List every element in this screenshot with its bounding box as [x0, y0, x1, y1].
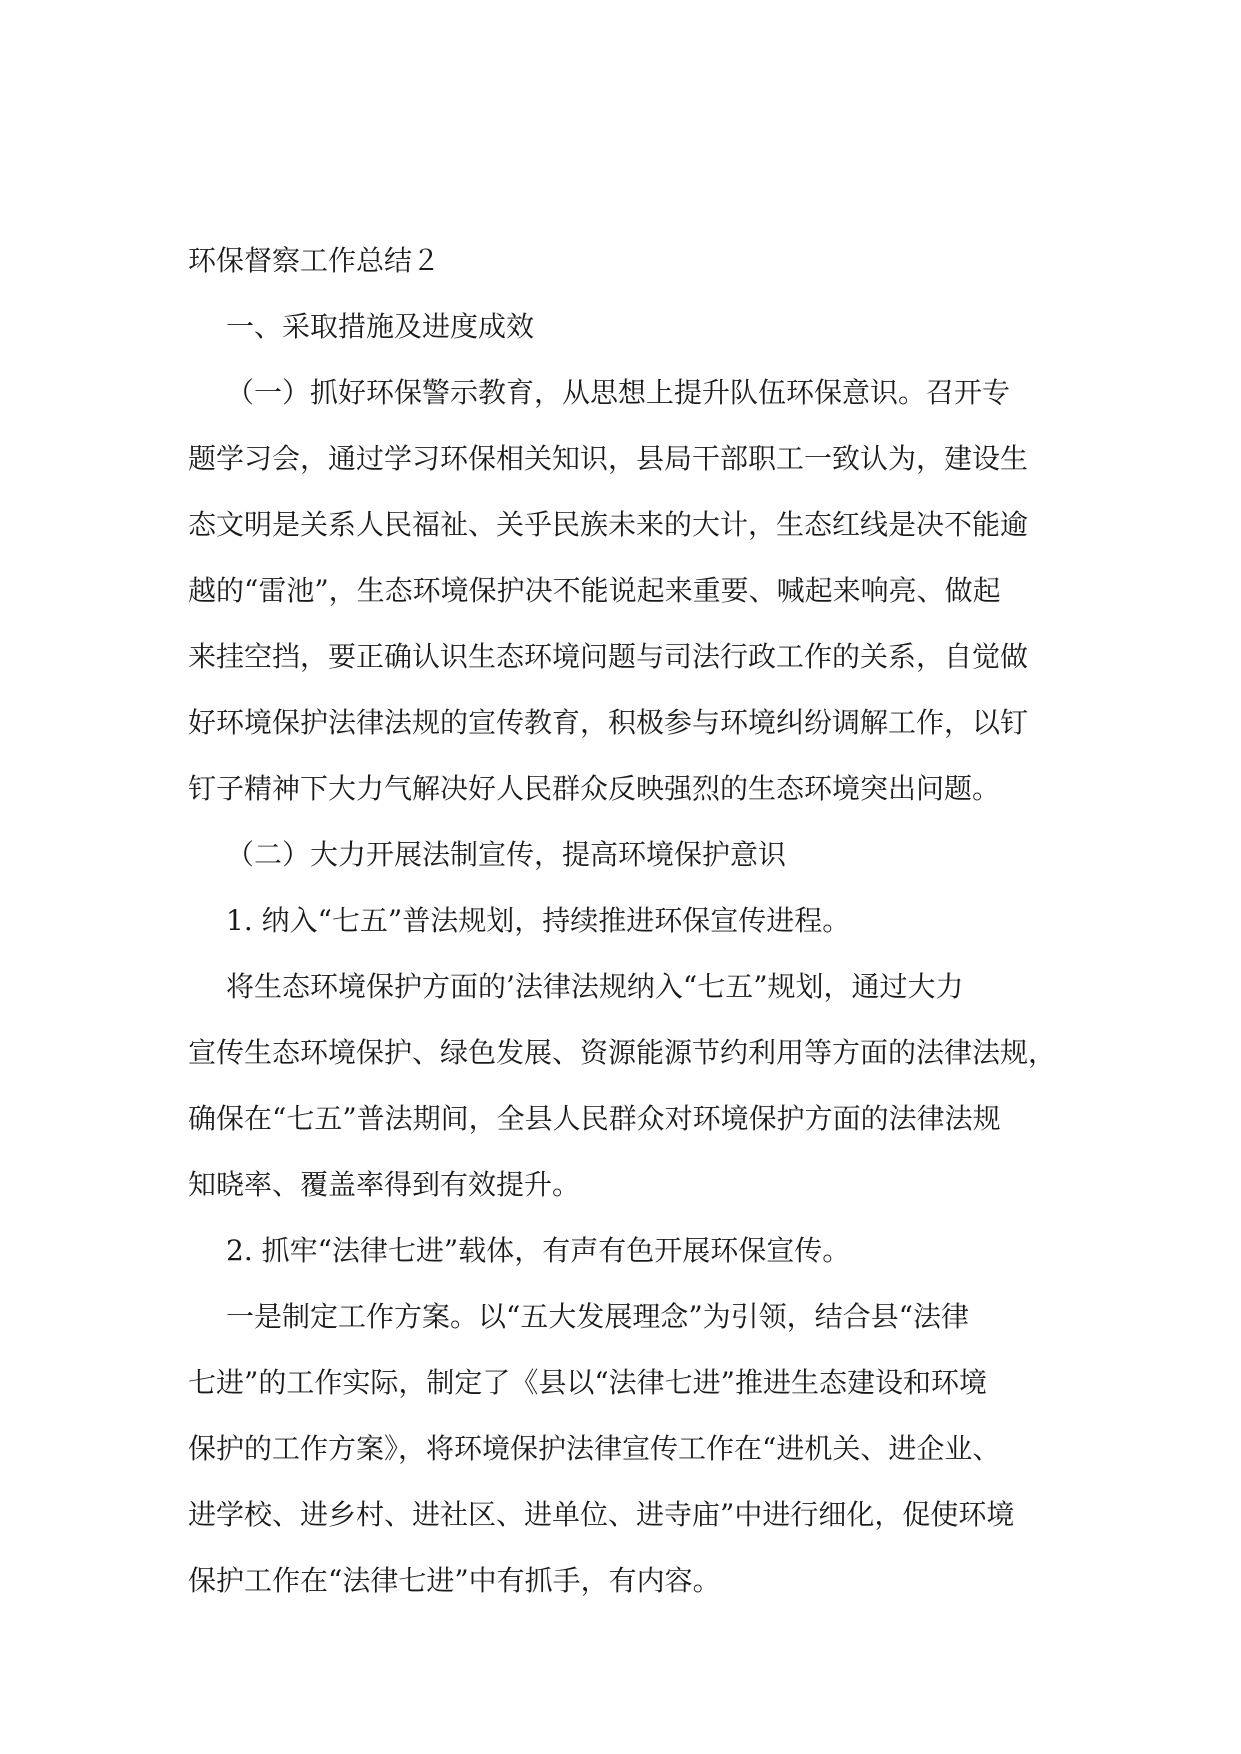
paragraph-line: 进学校、进乡村、进社区、进单位、进寺庙”中进行细化，促使环境 — [188, 1498, 1015, 1531]
paragraph-line: 钉子精神下大力气解决好人民群众反映强烈的生态环境突出问题。 — [188, 772, 1001, 805]
paragraph-line: 越的“雷池”，生态环境保护决不能说起来重要、喊起来响亮、做起 — [188, 574, 1001, 607]
numbered-item-2: 2. 抓牢“法律七进”载体，有声有色开展环保宣传。 — [226, 1234, 851, 1267]
paragraph-line: 七进”的工作实际，制定了《县以“法律七进”推进生态建设和环境 — [188, 1366, 987, 1399]
section-heading-1: 一、采取措施及进度成效 — [226, 310, 535, 343]
paragraph-line: 保护工作在“法律七进”中有抓手，有内容。 — [188, 1564, 721, 1597]
document-title: 环保督察工作总结２ — [188, 244, 441, 277]
subsection-heading-2: （二）大力开展法制宣传，提高环境保护意识 — [226, 838, 787, 871]
paragraph-line: 题学习会，通过学习环保相关知识，县局干部职工一致认为，建设生 — [188, 442, 1029, 475]
document-page — [188, 228, 1057, 1614]
paragraph-line: 宣传生态环境保护、绿色发展、资源能源节约利用等方面的法律法规， — [188, 1036, 1057, 1069]
paragraph-line: 保护的工作方案》，将环境保护法律宣传工作在“进机关、进企业、 — [188, 1432, 1001, 1465]
paragraph-line: （一）抓好环保警示教育，从思想上提升队伍环保意识。召开专 — [226, 376, 1011, 409]
paragraph-line: 将生态环境保护方面的’法律法规纳入“七五”规划，通过大力 — [226, 970, 964, 1003]
paragraph-line: 好环境保护法律法规的宣传教育，积极参与环境纠纷调解工作，以钉 — [188, 706, 1029, 739]
paragraph-line: 一是制定工作方案。以“五大发展理念”为引领，结合县“法律 — [226, 1300, 969, 1333]
paragraph-line: 确保在“七五”普法期间，全县人民群众对环境保护方面的法律法规 — [188, 1102, 1001, 1135]
paragraph-line: 来挂空挡，要正确认识生态环境问题与司法行政工作的关系，自觉做 — [188, 640, 1029, 673]
paragraph-line: 态文明是关系人民福祉、关乎民族未来的大计，生态红线是决不能逾 — [188, 508, 1029, 541]
numbered-item-1: 1. 纳入“七五”普法规划，持续推进环保宣传进程。 — [226, 904, 851, 937]
paragraph-line: 知晓率、覆盖率得到有效提升。 — [188, 1168, 581, 1201]
